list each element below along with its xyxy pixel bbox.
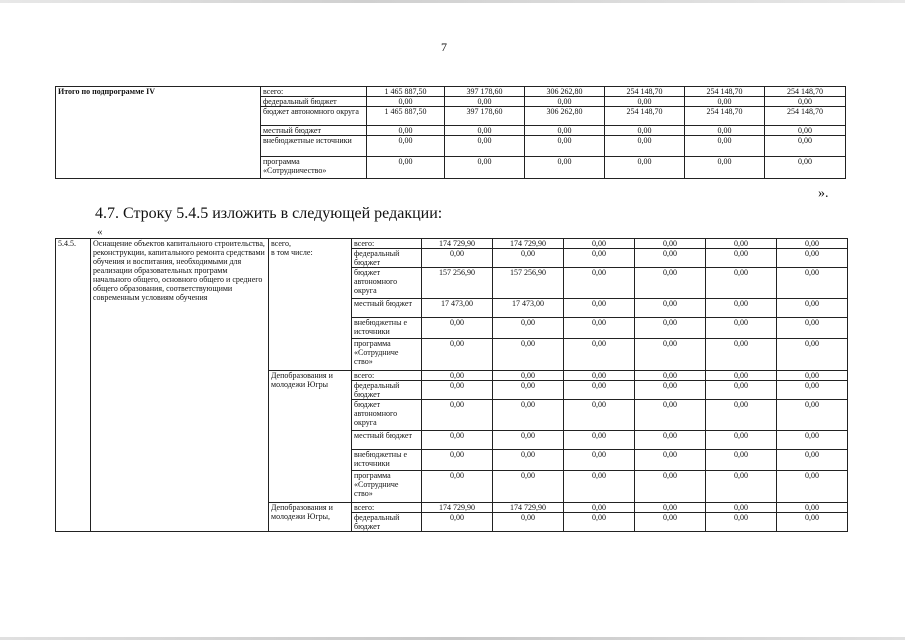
amount-cell: 0,00 xyxy=(635,339,706,371)
amount-cell: 0,00 xyxy=(777,299,848,318)
amount-cell: 0,00 xyxy=(493,371,564,381)
activity-description: Оснащение объектов капитального строительства, реконструкции, капитального ремонта средствами обучения и воспитания, необходимыми для реализации образовательных программ начального общего, основного общего и среднего общего образования, соответствующими современным условиям обучения xyxy=(91,239,269,532)
row-number: 5.4.5. xyxy=(56,239,91,532)
amount-cell: 1 465 887,50 xyxy=(367,87,445,97)
amount-cell: 0,00 xyxy=(564,371,635,381)
funding-source-cell: местный бюджет xyxy=(352,431,422,450)
amount-cell: 0,00 xyxy=(445,97,525,107)
amount-cell: 0,00 xyxy=(765,97,846,107)
funding-source-cell: внебюджетные источники xyxy=(261,136,367,157)
amount-cell: 0,00 xyxy=(564,339,635,371)
amount-cell: 0,00 xyxy=(635,318,706,339)
amount-cell: 0,00 xyxy=(685,136,765,157)
amount-cell: 0,00 xyxy=(777,513,848,532)
amount-cell: 0,00 xyxy=(635,471,706,503)
amount-cell: 1 465 887,50 xyxy=(367,107,445,126)
funding-source-cell: программа «Сотрудниче ство» xyxy=(352,471,422,503)
amount-cell: 174 729,90 xyxy=(493,239,564,249)
amount-cell: 0,00 xyxy=(706,471,777,503)
amount-cell: 0,00 xyxy=(422,513,493,532)
amount-cell: 0,00 xyxy=(777,400,848,431)
funding-source-cell: всего: xyxy=(261,87,367,97)
amount-cell: 0,00 xyxy=(706,371,777,381)
amount-cell: 0,00 xyxy=(706,400,777,431)
amount-cell: 0,00 xyxy=(493,513,564,532)
funding-source-cell: федеральный бюджет xyxy=(352,381,422,400)
subprogram-total-label: Итого по подпрограмме IV xyxy=(56,87,261,179)
amount-cell: 0,00 xyxy=(706,513,777,532)
funding-source-cell: местный бюджет xyxy=(352,299,422,318)
amount-cell: 0,00 xyxy=(765,136,846,157)
row-5-4-5-table xyxy=(55,238,848,532)
funding-source-cell: программа «Сотрудничество» xyxy=(261,157,367,179)
amount-cell: 0,00 xyxy=(706,339,777,371)
amount-cell: 0,00 xyxy=(493,381,564,400)
amount-cell: 0,00 xyxy=(564,503,635,513)
amount-cell: 0,00 xyxy=(605,157,685,179)
amount-cell: 397 178,60 xyxy=(445,107,525,126)
funding-source-cell: местный бюджет xyxy=(261,126,367,136)
amount-cell: 0,00 xyxy=(445,157,525,179)
amount-cell: 0,00 xyxy=(765,157,846,179)
amount-cell: 0,00 xyxy=(493,339,564,371)
amount-cell: 0,00 xyxy=(635,431,706,450)
funding-source-cell: внебюджетны е источники xyxy=(352,450,422,471)
amount-cell: 0,00 xyxy=(564,318,635,339)
amount-cell: 254 148,70 xyxy=(765,107,846,126)
amount-cell: 0,00 xyxy=(635,299,706,318)
amount-cell: 0,00 xyxy=(765,126,846,136)
amendment-heading: 4.7. Строку 5.4.5 изложить в следующей редакции: xyxy=(95,205,443,222)
amount-cell: 0,00 xyxy=(635,400,706,431)
activity-row xyxy=(56,239,848,249)
amount-cell: 0,00 xyxy=(564,299,635,318)
amount-cell: 0,00 xyxy=(445,136,525,157)
amount-cell: 0,00 xyxy=(564,400,635,431)
amount-cell: 0,00 xyxy=(706,503,777,513)
amount-cell: 0,00 xyxy=(685,157,765,179)
amount-cell: 0,00 xyxy=(777,318,848,339)
amount-cell: 0,00 xyxy=(605,136,685,157)
amount-cell: 0,00 xyxy=(422,339,493,371)
amount-cell: 0,00 xyxy=(564,513,635,532)
amount-cell: 0,00 xyxy=(367,126,445,136)
amount-cell: 397 178,60 xyxy=(445,87,525,97)
amount-cell: 0,00 xyxy=(706,239,777,249)
amount-cell: 0,00 xyxy=(493,450,564,471)
amount-cell: 0,00 xyxy=(493,471,564,503)
funding-source-cell: программа «Сотрудниче ство» xyxy=(352,339,422,371)
amount-cell: 0,00 xyxy=(525,126,605,136)
amount-cell: 0,00 xyxy=(635,503,706,513)
amount-cell: 306 262,80 xyxy=(525,87,605,97)
scan-edge-top xyxy=(0,0,905,3)
amount-cell: 0,00 xyxy=(777,381,848,400)
amount-cell: 0,00 xyxy=(706,318,777,339)
amount-cell: 0,00 xyxy=(777,503,848,513)
amount-cell: 0,00 xyxy=(706,381,777,400)
amount-cell: 0,00 xyxy=(635,371,706,381)
amount-cell: 157 256,90 xyxy=(493,268,564,299)
amount-cell: 0,00 xyxy=(777,471,848,503)
amount-cell: 0,00 xyxy=(525,157,605,179)
amount-cell: 0,00 xyxy=(493,400,564,431)
amount-cell: 0,00 xyxy=(564,450,635,471)
amount-cell: 0,00 xyxy=(422,249,493,268)
amount-cell: 254 148,70 xyxy=(685,87,765,97)
amount-cell: 0,00 xyxy=(445,126,525,136)
amount-cell: 0,00 xyxy=(706,268,777,299)
amount-cell: 0,00 xyxy=(777,371,848,381)
funding-source-cell: бюджет автономного округа xyxy=(352,400,422,431)
page-number: 7 xyxy=(441,40,447,54)
amount-cell: 0,00 xyxy=(777,450,848,471)
funding-source-cell: бюджет автономного округа xyxy=(352,268,422,299)
amount-cell: 0,00 xyxy=(564,249,635,268)
funding-source-cell: всего: xyxy=(352,503,422,513)
amount-cell: 0,00 xyxy=(685,97,765,107)
amount-cell: 0,00 xyxy=(635,450,706,471)
executor-cell: Депобразования и молодежи Югры xyxy=(269,371,352,503)
amount-cell: 0,00 xyxy=(706,249,777,268)
funding-source-cell: федеральный бюджет xyxy=(352,249,422,268)
amount-cell: 174 729,90 xyxy=(422,503,493,513)
amount-cell: 0,00 xyxy=(422,371,493,381)
amount-cell: 0,00 xyxy=(367,157,445,179)
amount-cell: 0,00 xyxy=(777,249,848,268)
executor-cell: Депобразования и молодежи Югры, xyxy=(269,503,352,532)
amount-cell: 254 148,70 xyxy=(605,107,685,126)
amount-cell: 0,00 xyxy=(706,299,777,318)
amount-cell: 17 473,00 xyxy=(422,299,493,318)
closing-quote: ». xyxy=(818,186,829,201)
funding-source-cell: внебюджетны е источники xyxy=(352,318,422,339)
amount-cell: 0,00 xyxy=(635,381,706,400)
amount-cell: 0,00 xyxy=(525,97,605,107)
amount-cell: 0,00 xyxy=(777,239,848,249)
amount-cell: 0,00 xyxy=(422,318,493,339)
amount-cell: 0,00 xyxy=(777,431,848,450)
amount-cell: 174 729,90 xyxy=(422,239,493,249)
amount-cell: 0,00 xyxy=(635,513,706,532)
amount-cell: 0,00 xyxy=(422,431,493,450)
funding-source-cell: всего: xyxy=(352,239,422,249)
amount-cell: 306 262,80 xyxy=(525,107,605,126)
amount-cell: 0,00 xyxy=(777,268,848,299)
amount-cell: 0,00 xyxy=(422,400,493,431)
amount-cell: 0,00 xyxy=(564,471,635,503)
amount-cell: 174 729,90 xyxy=(493,503,564,513)
funding-source-cell: федеральный бюджет xyxy=(261,97,367,107)
amount-cell: 0,00 xyxy=(525,136,605,157)
amount-cell: 0,00 xyxy=(706,450,777,471)
amount-cell: 0,00 xyxy=(635,249,706,268)
amount-cell: 0,00 xyxy=(635,268,706,299)
amount-cell: 254 148,70 xyxy=(685,107,765,126)
amount-cell: 0,00 xyxy=(706,431,777,450)
subprogram-total-table xyxy=(55,86,846,179)
funding-source-cell: всего: xyxy=(352,371,422,381)
amount-cell: 0,00 xyxy=(422,381,493,400)
amount-cell: 0,00 xyxy=(493,249,564,268)
amount-cell: 0,00 xyxy=(493,431,564,450)
amount-cell: 0,00 xyxy=(564,381,635,400)
amount-cell: 0,00 xyxy=(367,136,445,157)
funding-source-cell: бюджет автономного округа xyxy=(261,107,367,126)
amount-cell: 0,00 xyxy=(564,239,635,249)
funding-source-cell: федеральный бюджет xyxy=(352,513,422,532)
amount-cell: 0,00 xyxy=(367,97,445,107)
amount-cell: 0,00 xyxy=(564,268,635,299)
amount-cell: 17 473,00 xyxy=(493,299,564,318)
amount-cell: 0,00 xyxy=(605,126,685,136)
amount-cell: 0,00 xyxy=(635,239,706,249)
amount-cell: 0,00 xyxy=(422,471,493,503)
amount-cell: 0,00 xyxy=(605,97,685,107)
amount-cell: 157 256,90 xyxy=(422,268,493,299)
amount-cell: 0,00 xyxy=(422,450,493,471)
executor-cell: всего, в том числе: xyxy=(269,239,352,371)
opening-quote: « xyxy=(97,226,103,238)
total-row xyxy=(56,87,846,97)
amount-cell: 0,00 xyxy=(777,339,848,371)
amount-cell: 254 148,70 xyxy=(765,87,846,97)
amount-cell: 254 148,70 xyxy=(605,87,685,97)
amount-cell: 0,00 xyxy=(493,318,564,339)
amount-cell: 0,00 xyxy=(564,431,635,450)
amount-cell: 0,00 xyxy=(685,126,765,136)
